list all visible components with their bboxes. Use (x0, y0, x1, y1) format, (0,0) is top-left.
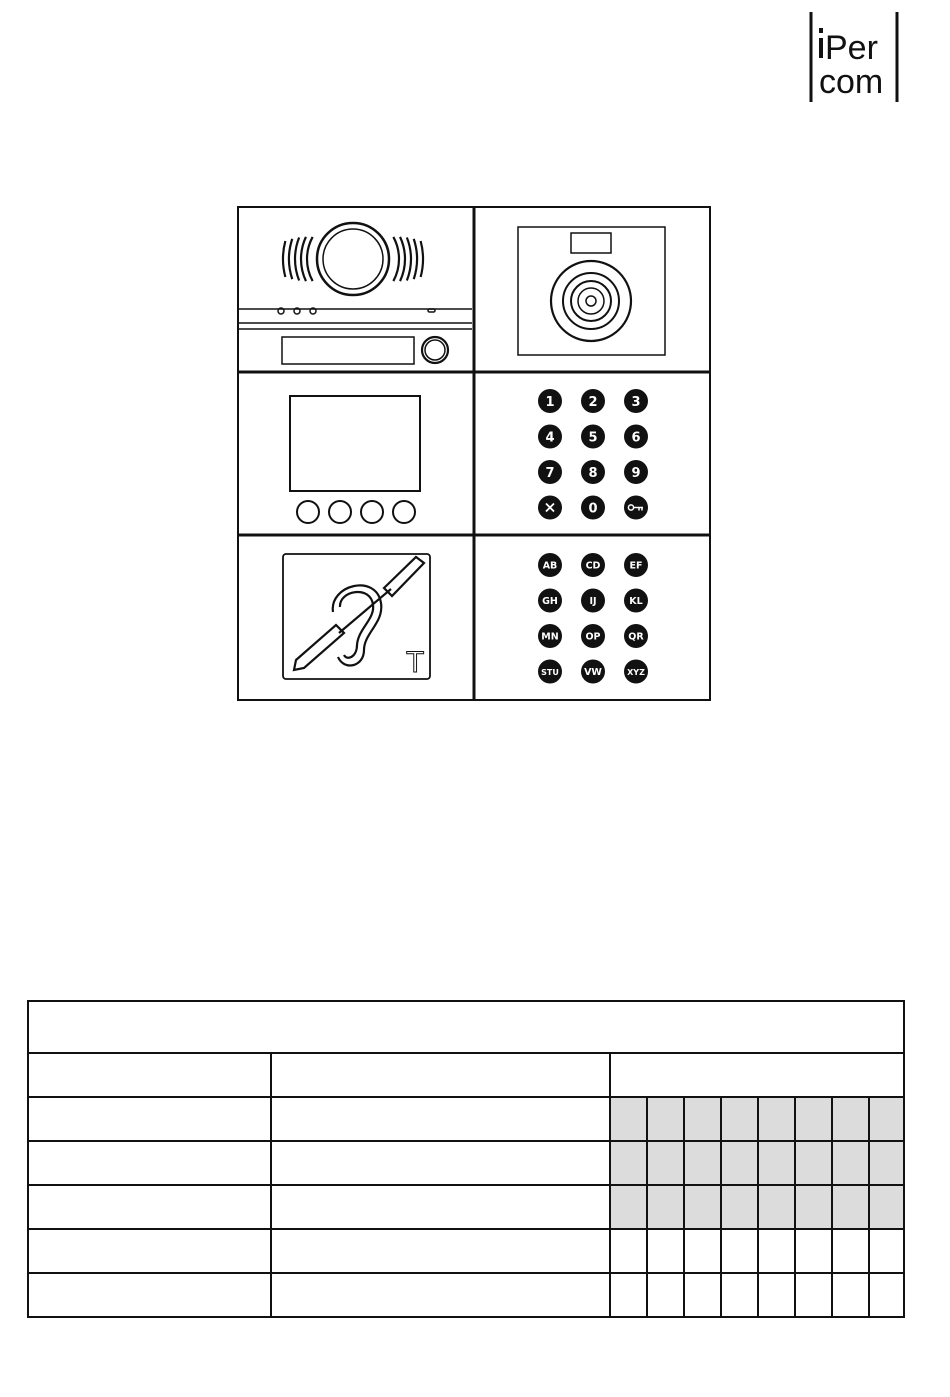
checkbox-cell (869, 1141, 904, 1185)
display-button-1[interactable] (297, 501, 319, 523)
display-button-4[interactable] (393, 501, 415, 523)
keypad-key[interactable] (624, 425, 648, 449)
speaker-arc (407, 237, 411, 280)
checkbox-cell (721, 1185, 758, 1229)
camera-lens-outer (317, 223, 389, 295)
checkbox-cell (869, 1185, 904, 1229)
speaker-arc (307, 237, 313, 281)
alpha-key-ij[interactable] (581, 589, 605, 613)
checkbox-cell (758, 1097, 795, 1141)
key-label: AB (542, 560, 558, 572)
numeric-keypad (538, 389, 648, 520)
alpha-key-gh[interactable] (538, 589, 562, 613)
speaker-arc (295, 237, 299, 280)
key-label: XYZ (627, 668, 645, 677)
key-label: 5 (588, 430, 598, 446)
row-label (28, 1273, 271, 1317)
alpha-key-cd[interactable] (581, 553, 605, 577)
percom-logo (808, 10, 900, 104)
key-label: 8 (588, 466, 598, 481)
checkbox-cell (869, 1273, 904, 1317)
speaker-arc (301, 237, 306, 281)
key-label: 9 (631, 466, 641, 481)
checkbox-cell (647, 1273, 684, 1317)
keypad-key[interactable] (581, 425, 605, 449)
table-row (28, 1273, 904, 1317)
row-label (28, 1185, 271, 1229)
specification-table (27, 1000, 903, 1316)
key-label: GH (542, 596, 558, 607)
hearing-loop-icon (294, 557, 424, 670)
checkbox-cell (721, 1273, 758, 1317)
checkbox-cell (647, 1097, 684, 1141)
checkbox-cell (647, 1229, 684, 1273)
microphone-icon (428, 309, 435, 312)
checkbox-cell (795, 1141, 832, 1185)
camera-lens-inner (323, 229, 383, 289)
speaker-arc (289, 239, 292, 279)
table-title (28, 1001, 904, 1053)
speaker-arc (414, 239, 417, 279)
key-label: 2 (588, 395, 598, 410)
checkbox-cell (869, 1097, 904, 1141)
checkbox-cell (758, 1273, 795, 1317)
speaker-arc (393, 237, 399, 281)
alpha-key-op[interactable] (581, 624, 605, 648)
speaker-arc (283, 241, 285, 277)
proximity-reader-module (518, 227, 665, 355)
row-description (271, 1097, 610, 1141)
checkbox-cell (795, 1273, 832, 1317)
speaker-arc (421, 241, 423, 277)
table-row (28, 1185, 904, 1229)
alpha-key-ab[interactable] (538, 553, 562, 577)
checkbox-cell (610, 1229, 647, 1273)
checkbox-cell (610, 1185, 647, 1229)
key-label: QR (628, 631, 644, 643)
keypad-key[interactable] (538, 389, 562, 413)
row-description (271, 1141, 610, 1185)
checkbox-cell (721, 1097, 758, 1141)
keypad-key[interactable] (538, 425, 562, 449)
key-label: 7 (545, 466, 555, 481)
row-description (271, 1273, 610, 1317)
alphabetic-keypad (538, 553, 648, 684)
checkbox-cell (684, 1273, 721, 1317)
row-description (271, 1229, 610, 1273)
alpha-key-xyz[interactable] (624, 660, 648, 684)
checkbox-cell (758, 1229, 795, 1273)
keypad-key[interactable] (581, 460, 605, 484)
key-label: 1 (545, 395, 555, 410)
checkbox-cell (832, 1141, 869, 1185)
row-label (28, 1229, 271, 1273)
checkbox-cell (795, 1229, 832, 1273)
telecoil-letter: T (406, 646, 425, 679)
table-header-2 (271, 1053, 610, 1097)
table-header-3 (610, 1053, 904, 1097)
row-description (271, 1185, 610, 1229)
checkbox-cell (832, 1229, 869, 1273)
alpha-key-mn[interactable] (538, 624, 562, 648)
key-label: 6 (631, 430, 641, 446)
induction-loop-module (283, 554, 430, 679)
checkbox-cell (610, 1141, 647, 1185)
table-row (28, 1229, 904, 1273)
alpha-key-vw[interactable] (581, 660, 605, 684)
checkbox-cell (758, 1141, 795, 1185)
key-label: 3 (631, 395, 641, 410)
checkbox-cell (610, 1273, 647, 1317)
logo-line1: Per (825, 29, 878, 67)
table-row (28, 1141, 904, 1185)
row-label (28, 1141, 271, 1185)
checkbox-cell (869, 1229, 904, 1273)
alpha-key-ef[interactable] (624, 553, 648, 577)
checkbox-cell (795, 1185, 832, 1229)
lcd-screen (290, 396, 420, 491)
speaker-arc (400, 237, 405, 281)
checkbox-cell (610, 1097, 647, 1141)
reader-led-window (571, 233, 611, 253)
checkbox-cell (758, 1185, 795, 1229)
keypad-key[interactable] (538, 496, 562, 520)
checkbox-cell (832, 1185, 869, 1229)
key-label: OP (585, 631, 601, 643)
key-label: 4 (545, 430, 555, 446)
checkbox-cell (832, 1097, 869, 1141)
alpha-key-stu[interactable] (538, 660, 562, 684)
checkbox-cell (684, 1229, 721, 1273)
checkbox-cell (795, 1097, 832, 1141)
name-tag-window (282, 337, 414, 364)
door-entry-panel-drawing (236, 205, 712, 702)
display-module (290, 396, 420, 523)
row-label (28, 1097, 271, 1141)
checkbox-cell (721, 1229, 758, 1273)
keypad-key[interactable] (624, 496, 648, 520)
checkbox-cell (721, 1141, 758, 1185)
display-button-2[interactable] (329, 501, 351, 523)
checkbox-cell (647, 1141, 684, 1185)
key-label: KL (629, 596, 643, 607)
speaker-grille-icon (283, 237, 423, 281)
keypad-key[interactable] (538, 460, 562, 484)
key-label: EF (629, 560, 643, 572)
display-button-3[interactable] (361, 501, 383, 523)
checkbox-cell (647, 1185, 684, 1229)
keypad-key[interactable] (624, 389, 648, 413)
key-label: STU (541, 668, 559, 677)
call-button[interactable] (422, 337, 448, 363)
key-label: VW (584, 667, 602, 678)
table-header-1 (28, 1053, 271, 1097)
key-label: MN (541, 631, 559, 643)
checkbox-cell (684, 1185, 721, 1229)
checkbox-cell (684, 1097, 721, 1141)
logo-line2: com (819, 63, 884, 101)
key-label: CD (585, 560, 601, 572)
key-label: 0 (588, 501, 598, 517)
keypad-key[interactable] (581, 496, 605, 520)
checkbox-cell (684, 1141, 721, 1185)
keypad-key[interactable] (581, 389, 605, 413)
alpha-key-kl[interactable] (624, 589, 648, 613)
alpha-key-qr[interactable] (624, 624, 648, 648)
table-row (28, 1097, 904, 1141)
checkbox-cell (832, 1273, 869, 1317)
reader-window (518, 227, 665, 355)
speaker-module (238, 223, 472, 364)
key-label: IJ (589, 596, 597, 607)
keypad-key[interactable] (624, 460, 648, 484)
